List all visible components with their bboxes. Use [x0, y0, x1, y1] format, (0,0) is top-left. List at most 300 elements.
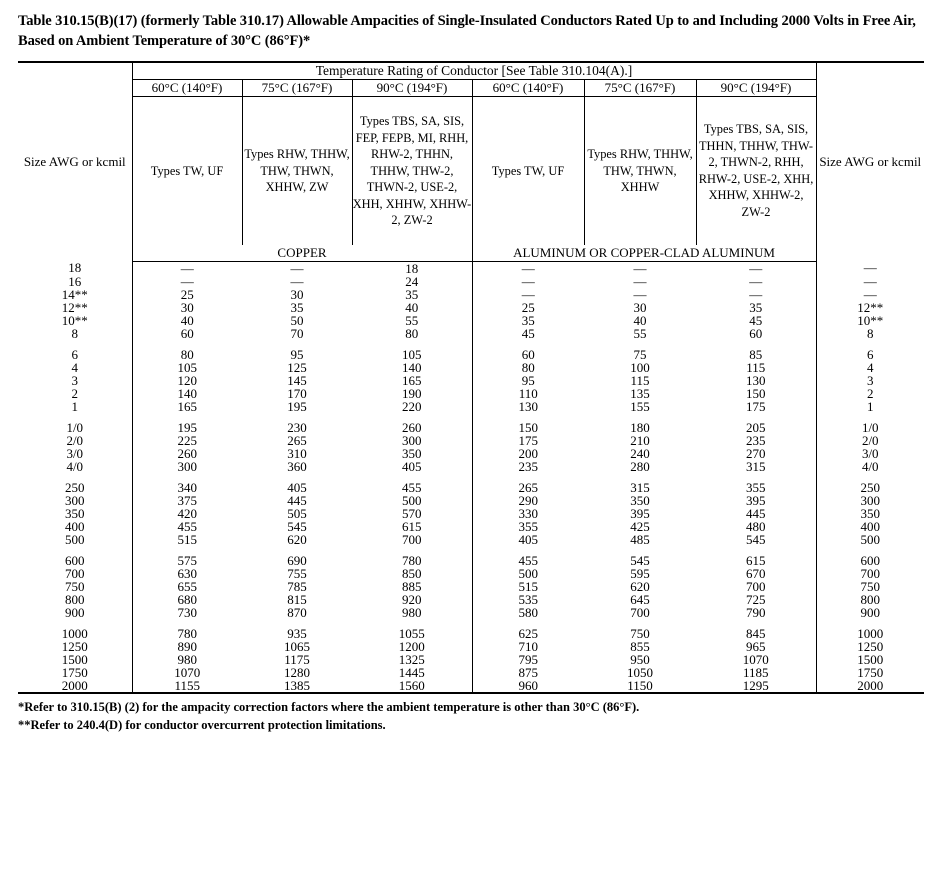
cell-cu-75: 170	[287, 385, 307, 401]
cell-cu-75: 230	[287, 419, 307, 435]
header-row-metal	[18, 245, 924, 262]
table-row	[18, 261, 924, 275]
table-row	[18, 627, 924, 640]
cell-cu-90: 350	[352, 447, 472, 460]
group-separator	[18, 619, 924, 627]
cell-cu-90: 190	[352, 387, 472, 400]
cell-size-right: 6	[816, 348, 924, 361]
group-separator	[18, 340, 924, 348]
cell-al-60: —	[521, 273, 535, 289]
cell-cu-60: 195	[177, 419, 197, 435]
cell-cu-75: 620	[287, 531, 307, 547]
cell-al-90: 1185	[742, 664, 769, 680]
cell-cu-75: 870	[287, 604, 307, 620]
cell-cu-90: 700	[352, 533, 472, 546]
header-types-al-60: Types TW, UF	[491, 163, 565, 178]
cell-cu-90: 570	[352, 507, 472, 520]
header-temp-col-al-60: 60°C (140°F)	[472, 80, 584, 97]
cell-al-60: 500	[518, 565, 538, 581]
cell-cu-60: —	[180, 260, 194, 276]
cell-size-right: 300	[816, 494, 924, 507]
header-temp-rating-span: Temperature Rating of Conductor [See Table 310.104(A).]	[132, 62, 816, 80]
cell-size-right: 10**	[816, 314, 924, 327]
cell-cu-75: 545	[287, 518, 307, 534]
cell-al-75: 855	[630, 638, 650, 654]
cell-al-90: 315	[746, 458, 766, 474]
header-size-left	[18, 62, 132, 261]
cell-size-right: 2000	[816, 679, 924, 693]
table-row	[18, 327, 924, 340]
table-row	[18, 400, 924, 413]
cell-cu-90: 220	[352, 400, 472, 413]
cell-al-90: 35	[749, 299, 763, 315]
cell-al-90: 480	[746, 518, 766, 534]
cell-al-90: 845	[746, 625, 766, 641]
cell-size-right: 750	[816, 580, 924, 593]
cell-cu-60: 890	[177, 638, 197, 654]
table-row	[18, 421, 924, 434]
cell-al-60: 625	[518, 625, 538, 641]
cell-al-75: 595	[630, 565, 650, 581]
cell-cu-75: 815	[287, 591, 307, 607]
cell-cu-60: 375	[177, 492, 197, 508]
cell-cu-90: 40	[352, 301, 472, 314]
cell-size-left: 1	[18, 400, 132, 413]
cell-size-right: 12**	[816, 301, 924, 314]
cell-al-75: 485	[630, 531, 650, 547]
cell-cu-60: 225	[177, 432, 197, 448]
cell-cu-60: 1155	[132, 679, 242, 693]
cell-size-left: 600	[18, 554, 132, 567]
header-types-al-75: Types RHW, THHW, THW, THWN, XHHW	[584, 97, 696, 245]
cell-size-right: —	[816, 261, 924, 275]
cell-size-left: 4	[18, 361, 132, 374]
table-row	[18, 275, 924, 288]
cell-cu-90: 80	[352, 327, 472, 340]
cell-al-75: 180	[630, 419, 650, 435]
cell-al-90: 60	[749, 325, 763, 341]
table-row	[18, 481, 924, 494]
cell-size-left: 18	[18, 261, 132, 275]
cell-size-right: —	[816, 275, 924, 288]
cell-cu-90: 1055	[352, 627, 472, 640]
cell-cu-90: 920	[352, 593, 472, 606]
cell-al-75: 545	[630, 552, 650, 568]
cell-size-left: 10**	[18, 314, 132, 327]
cell-al-90: 45	[749, 312, 763, 328]
table-row	[18, 653, 924, 666]
cell-al-75: 55	[633, 325, 647, 341]
cell-cu-90: 55	[352, 314, 472, 327]
cell-al-75: 950	[630, 651, 650, 667]
cell-al-60: 405	[518, 531, 538, 547]
cell-al-60: 290	[518, 492, 538, 508]
table-row	[18, 447, 924, 460]
cell-al-60: 455	[518, 552, 538, 568]
table-row	[18, 434, 924, 447]
table-row	[18, 666, 924, 679]
cell-al-75: 425	[630, 518, 650, 534]
cell-cu-60: 780	[177, 625, 197, 641]
cell-al-75: 700	[630, 604, 650, 620]
header-row-temp-span	[18, 62, 924, 80]
cell-al-90: —	[749, 286, 763, 302]
cell-al-75: 75	[633, 346, 647, 362]
cell-cu-90: 980	[352, 606, 472, 619]
cell-size-left: 2000	[18, 679, 132, 693]
cell-size-left: 3/0	[18, 447, 132, 460]
group-separator	[18, 413, 924, 421]
cell-cu-60: 455	[177, 518, 197, 534]
cell-al-75: 395	[630, 505, 650, 521]
cell-cu-90: 24	[352, 275, 472, 288]
cell-size-left: 400	[18, 520, 132, 533]
cell-al-75: 210	[630, 432, 650, 448]
cell-size-left: 16	[18, 275, 132, 288]
cell-al-90: —	[749, 260, 763, 276]
cell-al-75: 135	[630, 385, 650, 401]
cell-cu-90: 1560	[352, 679, 472, 693]
cell-size-left: 3	[18, 374, 132, 387]
footnote-1: *Refer to 310.15(B) (2) for the ampacity correction factors where the ambient temperature is other than 30°C (86°F).	[18, 699, 640, 714]
cell-size-left: 750	[18, 580, 132, 593]
cell-cu-75: 1065	[284, 638, 310, 654]
cell-cu-60: 980	[177, 651, 197, 667]
cell-al-60: 130	[518, 398, 538, 414]
cell-al-75: —	[633, 273, 647, 289]
cell-cu-75: —	[290, 260, 304, 276]
cell-cu-90: 850	[352, 567, 472, 580]
cell-size-left: 500	[18, 533, 132, 546]
table-row	[18, 554, 924, 567]
table-row	[18, 640, 924, 653]
cell-al-90: 725	[746, 591, 766, 607]
cell-size-left: 1750	[18, 666, 132, 679]
cell-al-75: 280	[630, 458, 650, 474]
cell-size-left: 800	[18, 593, 132, 606]
cell-al-75: 30	[633, 299, 647, 315]
cell-cu-75: 1385	[242, 679, 352, 693]
cell-al-90: 175	[746, 398, 766, 414]
cell-cu-60: 730	[177, 604, 197, 620]
cell-al-60: 960	[472, 679, 584, 693]
cell-cu-60: 165	[177, 398, 197, 414]
cell-cu-60: —	[180, 273, 194, 289]
header-types-cu-75: Types RHW, THHW, THW, THWN, XHHW, ZW	[242, 97, 352, 245]
cell-cu-75: 405	[287, 479, 307, 495]
cell-al-60: 175	[518, 432, 538, 448]
cell-size-right: —	[816, 288, 924, 301]
table-title: Table 310.15(B)(17) (formerly Table 310.17) Allowable Ampacities of Single-Insulated Conductors Rated Up to and Including 2000 Volts in Free Air, Based on Ambient Temperature of 30°C (86°F)*	[18, 13, 916, 49]
cell-al-90: 270	[746, 445, 766, 461]
cell-size-left: 300	[18, 494, 132, 507]
cell-al-60: 515	[518, 578, 538, 594]
cell-cu-90: 405	[352, 460, 472, 473]
cell-size-right: 3	[816, 374, 924, 387]
cell-cu-75: 145	[287, 372, 307, 388]
cell-cu-90: 780	[352, 554, 472, 567]
cell-size-left: 1250	[18, 640, 132, 653]
table-row	[18, 494, 924, 507]
table-row	[18, 374, 924, 387]
cell-cu-60: 60	[180, 325, 194, 341]
cell-al-75: 40	[633, 312, 647, 328]
cell-al-90: 545	[746, 531, 766, 547]
cell-cu-90: 500	[352, 494, 472, 507]
cell-al-90: 790	[746, 604, 766, 620]
cell-cu-75: 935	[287, 625, 307, 641]
cell-cu-75: 95	[290, 346, 304, 362]
cell-al-60: 200	[518, 445, 538, 461]
cell-cu-75: 505	[287, 505, 307, 521]
cell-cu-75: 50	[290, 312, 304, 328]
cell-size-left: 700	[18, 567, 132, 580]
cell-size-right: 3/0	[816, 447, 924, 460]
cell-al-60: 35	[521, 312, 535, 328]
cell-size-left: 250	[18, 481, 132, 494]
cell-size-left: 6	[18, 348, 132, 361]
cell-cu-60: 630	[177, 565, 197, 581]
table-row	[18, 387, 924, 400]
cell-cu-75: —	[290, 273, 304, 289]
cell-size-right: 600	[816, 554, 924, 567]
cell-cu-90: 1325	[352, 653, 472, 666]
cell-al-90: 115	[746, 359, 766, 375]
table-row	[18, 301, 924, 314]
cell-al-75: 620	[630, 578, 650, 594]
cell-size-left: 350	[18, 507, 132, 520]
cell-cu-60: 260	[177, 445, 197, 461]
table-row	[18, 606, 924, 619]
header-temp-col-cu-90: 90°C (194°F)	[352, 80, 472, 97]
cell-al-75: 115	[630, 372, 650, 388]
cell-size-right: 400	[816, 520, 924, 533]
cell-cu-90: 18	[352, 261, 472, 275]
cell-al-60: 235	[518, 458, 538, 474]
table-row	[18, 460, 924, 473]
cell-cu-60: 300	[177, 458, 197, 474]
header-temp-col-al-75: 75°C (167°F)	[584, 80, 696, 97]
cell-cu-90: 1200	[352, 640, 472, 653]
cell-cu-90: 260	[352, 421, 472, 434]
cell-al-90: 205	[746, 419, 766, 435]
header-metal-copper: COPPER	[132, 245, 472, 262]
cell-size-right: 900	[816, 606, 924, 619]
cell-al-90: 965	[746, 638, 766, 654]
cell-size-left: 1000	[18, 627, 132, 640]
cell-al-60: 875	[518, 664, 538, 680]
cell-size-right: 1750	[816, 666, 924, 679]
cell-cu-90: 1445	[352, 666, 472, 679]
header-types-al-90: Types TBS, SA, SIS, THHN, THHW, THW-2, THWN-2, RHH, RHW-2, USE-2, XHH, XHHW, XHHW-2, ZW-2	[696, 97, 816, 245]
cell-cu-75: 785	[287, 578, 307, 594]
cell-size-right: 2/0	[816, 434, 924, 447]
cell-al-60: 355	[518, 518, 538, 534]
cell-cu-60: 105	[177, 359, 197, 375]
cell-al-60: 580	[518, 604, 538, 620]
cell-al-90: 395	[746, 492, 766, 508]
cell-al-60: 110	[518, 385, 538, 401]
table-row	[18, 348, 924, 361]
cell-cu-75: 70	[290, 325, 304, 341]
cell-cu-75: 1175	[284, 651, 310, 667]
cell-al-60: —	[521, 260, 535, 276]
cell-cu-75: 35	[290, 299, 304, 315]
cell-cu-90: 165	[352, 374, 472, 387]
cell-al-60: 710	[518, 638, 538, 654]
cell-size-right: 1000	[816, 627, 924, 640]
cell-al-60: 330	[518, 505, 538, 521]
cell-cu-60: 575	[177, 552, 197, 568]
header-temp-col-al-90: 90°C (194°F)	[696, 80, 816, 97]
cell-cu-60: 30	[180, 299, 194, 315]
cell-al-90: —	[749, 273, 763, 289]
cell-al-60: 795	[518, 651, 538, 667]
cell-cu-60: 680	[177, 591, 197, 607]
header-temp-col-cu-60: 60°C (140°F)	[132, 80, 242, 97]
ampacity-table	[18, 61, 924, 694]
cell-size-right: 700	[816, 567, 924, 580]
cell-size-right: 1250	[816, 640, 924, 653]
cell-al-75: 750	[630, 625, 650, 641]
cell-al-75: 155	[630, 398, 650, 414]
cell-al-90: 130	[746, 372, 766, 388]
cell-cu-75: 360	[287, 458, 307, 474]
cell-cu-75: 1280	[284, 664, 310, 680]
table-row	[18, 593, 924, 606]
cell-size-right: 4/0	[816, 460, 924, 473]
cell-size-right: 800	[816, 593, 924, 606]
cell-al-60: 25	[521, 299, 535, 315]
cell-cu-90: 105	[352, 348, 472, 361]
cell-size-left: 8	[18, 327, 132, 340]
cell-cu-90: 885	[352, 580, 472, 593]
cell-al-75: 240	[630, 445, 650, 461]
cell-cu-75: 310	[287, 445, 307, 461]
table-row	[18, 314, 924, 327]
cell-cu-60: 120	[177, 372, 197, 388]
header-types-cu-60: Types TW, UF	[150, 163, 224, 178]
cell-size-left: 1/0	[18, 421, 132, 434]
cell-al-90: 445	[746, 505, 766, 521]
cell-al-60: 150	[518, 419, 538, 435]
cell-cu-90: 455	[352, 481, 472, 494]
cell-cu-90: 35	[352, 288, 472, 301]
cell-al-60: 45	[521, 325, 535, 341]
cell-size-left: 2/0	[18, 434, 132, 447]
cell-cu-75: 265	[287, 432, 307, 448]
cell-size-right: 500	[816, 533, 924, 546]
cell-al-90: 1070	[742, 651, 769, 667]
cell-al-75: 315	[630, 479, 650, 495]
cell-al-60: —	[521, 286, 535, 302]
cell-size-right: 4	[816, 361, 924, 374]
cell-cu-90: 300	[352, 434, 472, 447]
cell-al-75: 350	[630, 492, 650, 508]
cell-cu-75: 195	[287, 398, 307, 414]
cell-size-left: 14**	[18, 288, 132, 301]
cell-size-right: 1500	[816, 653, 924, 666]
cell-cu-60: 420	[177, 505, 197, 521]
cell-al-60: 95	[521, 372, 535, 388]
cell-al-90: 85	[749, 346, 763, 362]
table-row	[18, 679, 924, 693]
header-row-types	[18, 97, 924, 245]
cell-cu-75: 755	[287, 565, 307, 581]
header-temp-col-cu-75: 75°C (167°F)	[242, 80, 352, 97]
header-size-left-label: Size AWG or kcmil	[23, 153, 126, 169]
cell-cu-75: 445	[287, 492, 307, 508]
cell-al-90: 235	[746, 432, 766, 448]
footnote-2: **Refer to 240.4(D) for conductor overcurrent protection limitations.	[18, 717, 386, 732]
cell-cu-90: 140	[352, 361, 472, 374]
header-types-cu-90: Types TBS, SA, SIS, FEP, FEPB, MI, RHH, RHW-2, THHN, THHW, THW-2, THWN-2, USE-2, XHH, XHHW, XHHW-2, ZW-2	[352, 97, 472, 245]
cell-cu-75: 30	[290, 286, 304, 302]
cell-al-60: 60	[521, 346, 535, 362]
cell-al-90: 355	[746, 479, 766, 495]
cell-cu-60: 515	[177, 531, 197, 547]
header-metal-aluminum: ALUMINUM OR COPPER-CLAD ALUMINUM	[472, 245, 816, 262]
cell-al-75: —	[633, 260, 647, 276]
cell-al-90: 700	[746, 578, 766, 594]
cell-al-90: 1295	[696, 679, 816, 693]
cell-al-75: —	[633, 286, 647, 302]
cell-size-left: 4/0	[18, 460, 132, 473]
table-row	[18, 507, 924, 520]
table-row	[18, 533, 924, 546]
table-row	[18, 288, 924, 301]
cell-cu-60: 655	[177, 578, 197, 594]
cell-cu-60: 1070	[174, 664, 201, 680]
cell-al-90: 150	[746, 385, 766, 401]
cell-size-left: 12**	[18, 301, 132, 314]
header-size-right-label: Size AWG or kcmil	[819, 153, 922, 169]
cell-al-60: 80	[521, 359, 535, 375]
cell-size-right: 8	[816, 327, 924, 340]
cell-size-left: 900	[18, 606, 132, 619]
header-size-right	[816, 62, 924, 261]
cell-cu-75: 125	[287, 359, 307, 375]
cell-al-75: 100	[630, 359, 650, 375]
cell-size-right: 350	[816, 507, 924, 520]
cell-cu-60: 25	[180, 286, 194, 302]
cell-size-right: 2	[816, 387, 924, 400]
cell-cu-90: 615	[352, 520, 472, 533]
header-row-temp-cols	[18, 80, 924, 97]
cell-al-60: 265	[518, 479, 538, 495]
cell-al-75: 645	[630, 591, 650, 607]
cell-cu-75: 690	[287, 552, 307, 568]
cell-size-left: 1500	[18, 653, 132, 666]
cell-al-90: 615	[746, 552, 766, 568]
group-separator	[18, 473, 924, 481]
cell-cu-60: 80	[180, 346, 194, 362]
cell-al-60: 535	[518, 591, 538, 607]
cell-cu-60: 40	[180, 312, 194, 328]
table-row	[18, 580, 924, 593]
cell-al-75: 1150	[584, 679, 696, 693]
cell-size-right: 1/0	[816, 421, 924, 434]
table-row	[18, 361, 924, 374]
table-row	[18, 520, 924, 533]
cell-cu-60: 340	[177, 479, 197, 495]
cell-size-right: 250	[816, 481, 924, 494]
cell-al-75: 1050	[627, 664, 653, 680]
group-separator	[18, 546, 924, 554]
table-row	[18, 567, 924, 580]
cell-size-right: 1	[816, 400, 924, 413]
footnotes	[18, 698, 926, 734]
